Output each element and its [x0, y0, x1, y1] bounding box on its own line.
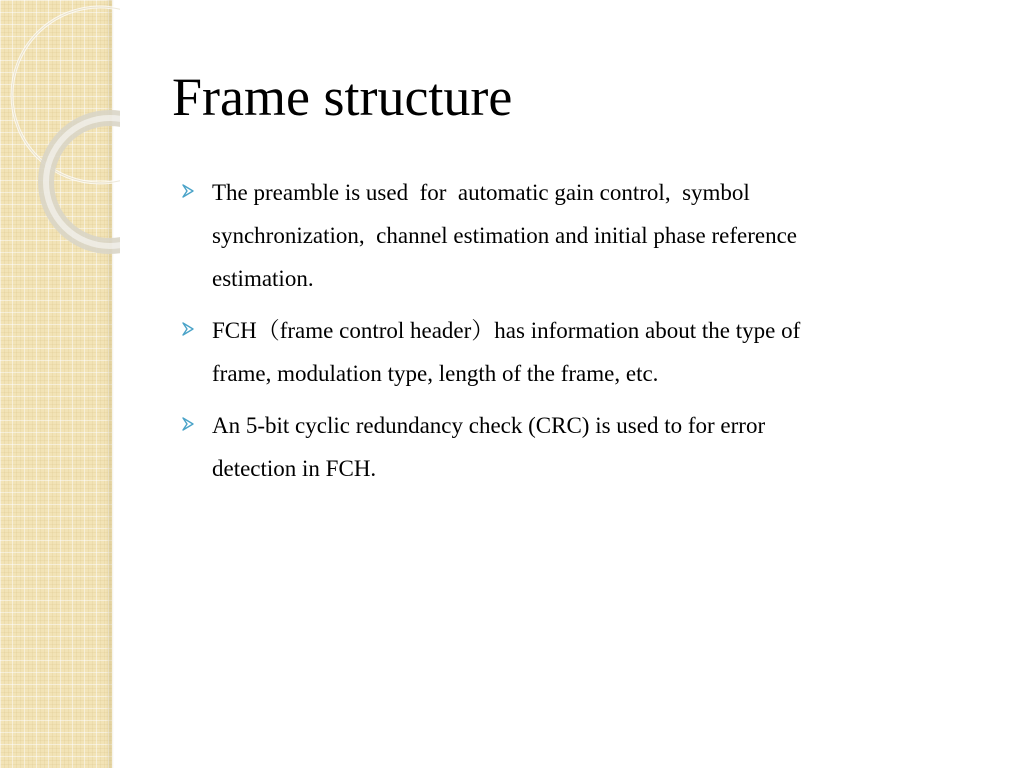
- chevron-arrow-right-icon: [182, 417, 194, 431]
- bullet-line: detection in FCH.: [212, 456, 377, 481]
- bullet-item-preamble: [182, 171, 962, 300]
- bullet-line: The preamble is used for automatic gain control, symbol: [212, 180, 750, 205]
- chevron-arrow-right-icon: [182, 184, 194, 198]
- bullet-item-crc: [182, 404, 962, 490]
- bullet-item-fch: [182, 309, 962, 395]
- bullet-line: frame, modulation type, length of the frame, etc.: [212, 361, 659, 386]
- bullet-line: synchronization, channel estimation and initial phase reference: [212, 223, 797, 248]
- bullet-line: FCH（frame control header）has information about the type of: [212, 318, 801, 343]
- bullet-line: estimation.: [212, 266, 314, 291]
- ring-decoration: [0, 0, 120, 260]
- slide-title: Frame structure: [172, 67, 513, 127]
- chevron-arrow-right-icon: [182, 322, 194, 336]
- bullet-list: [182, 171, 962, 499]
- bullet-line: An 5-bit cyclic redundancy check (CRC) is used to for error: [212, 413, 766, 438]
